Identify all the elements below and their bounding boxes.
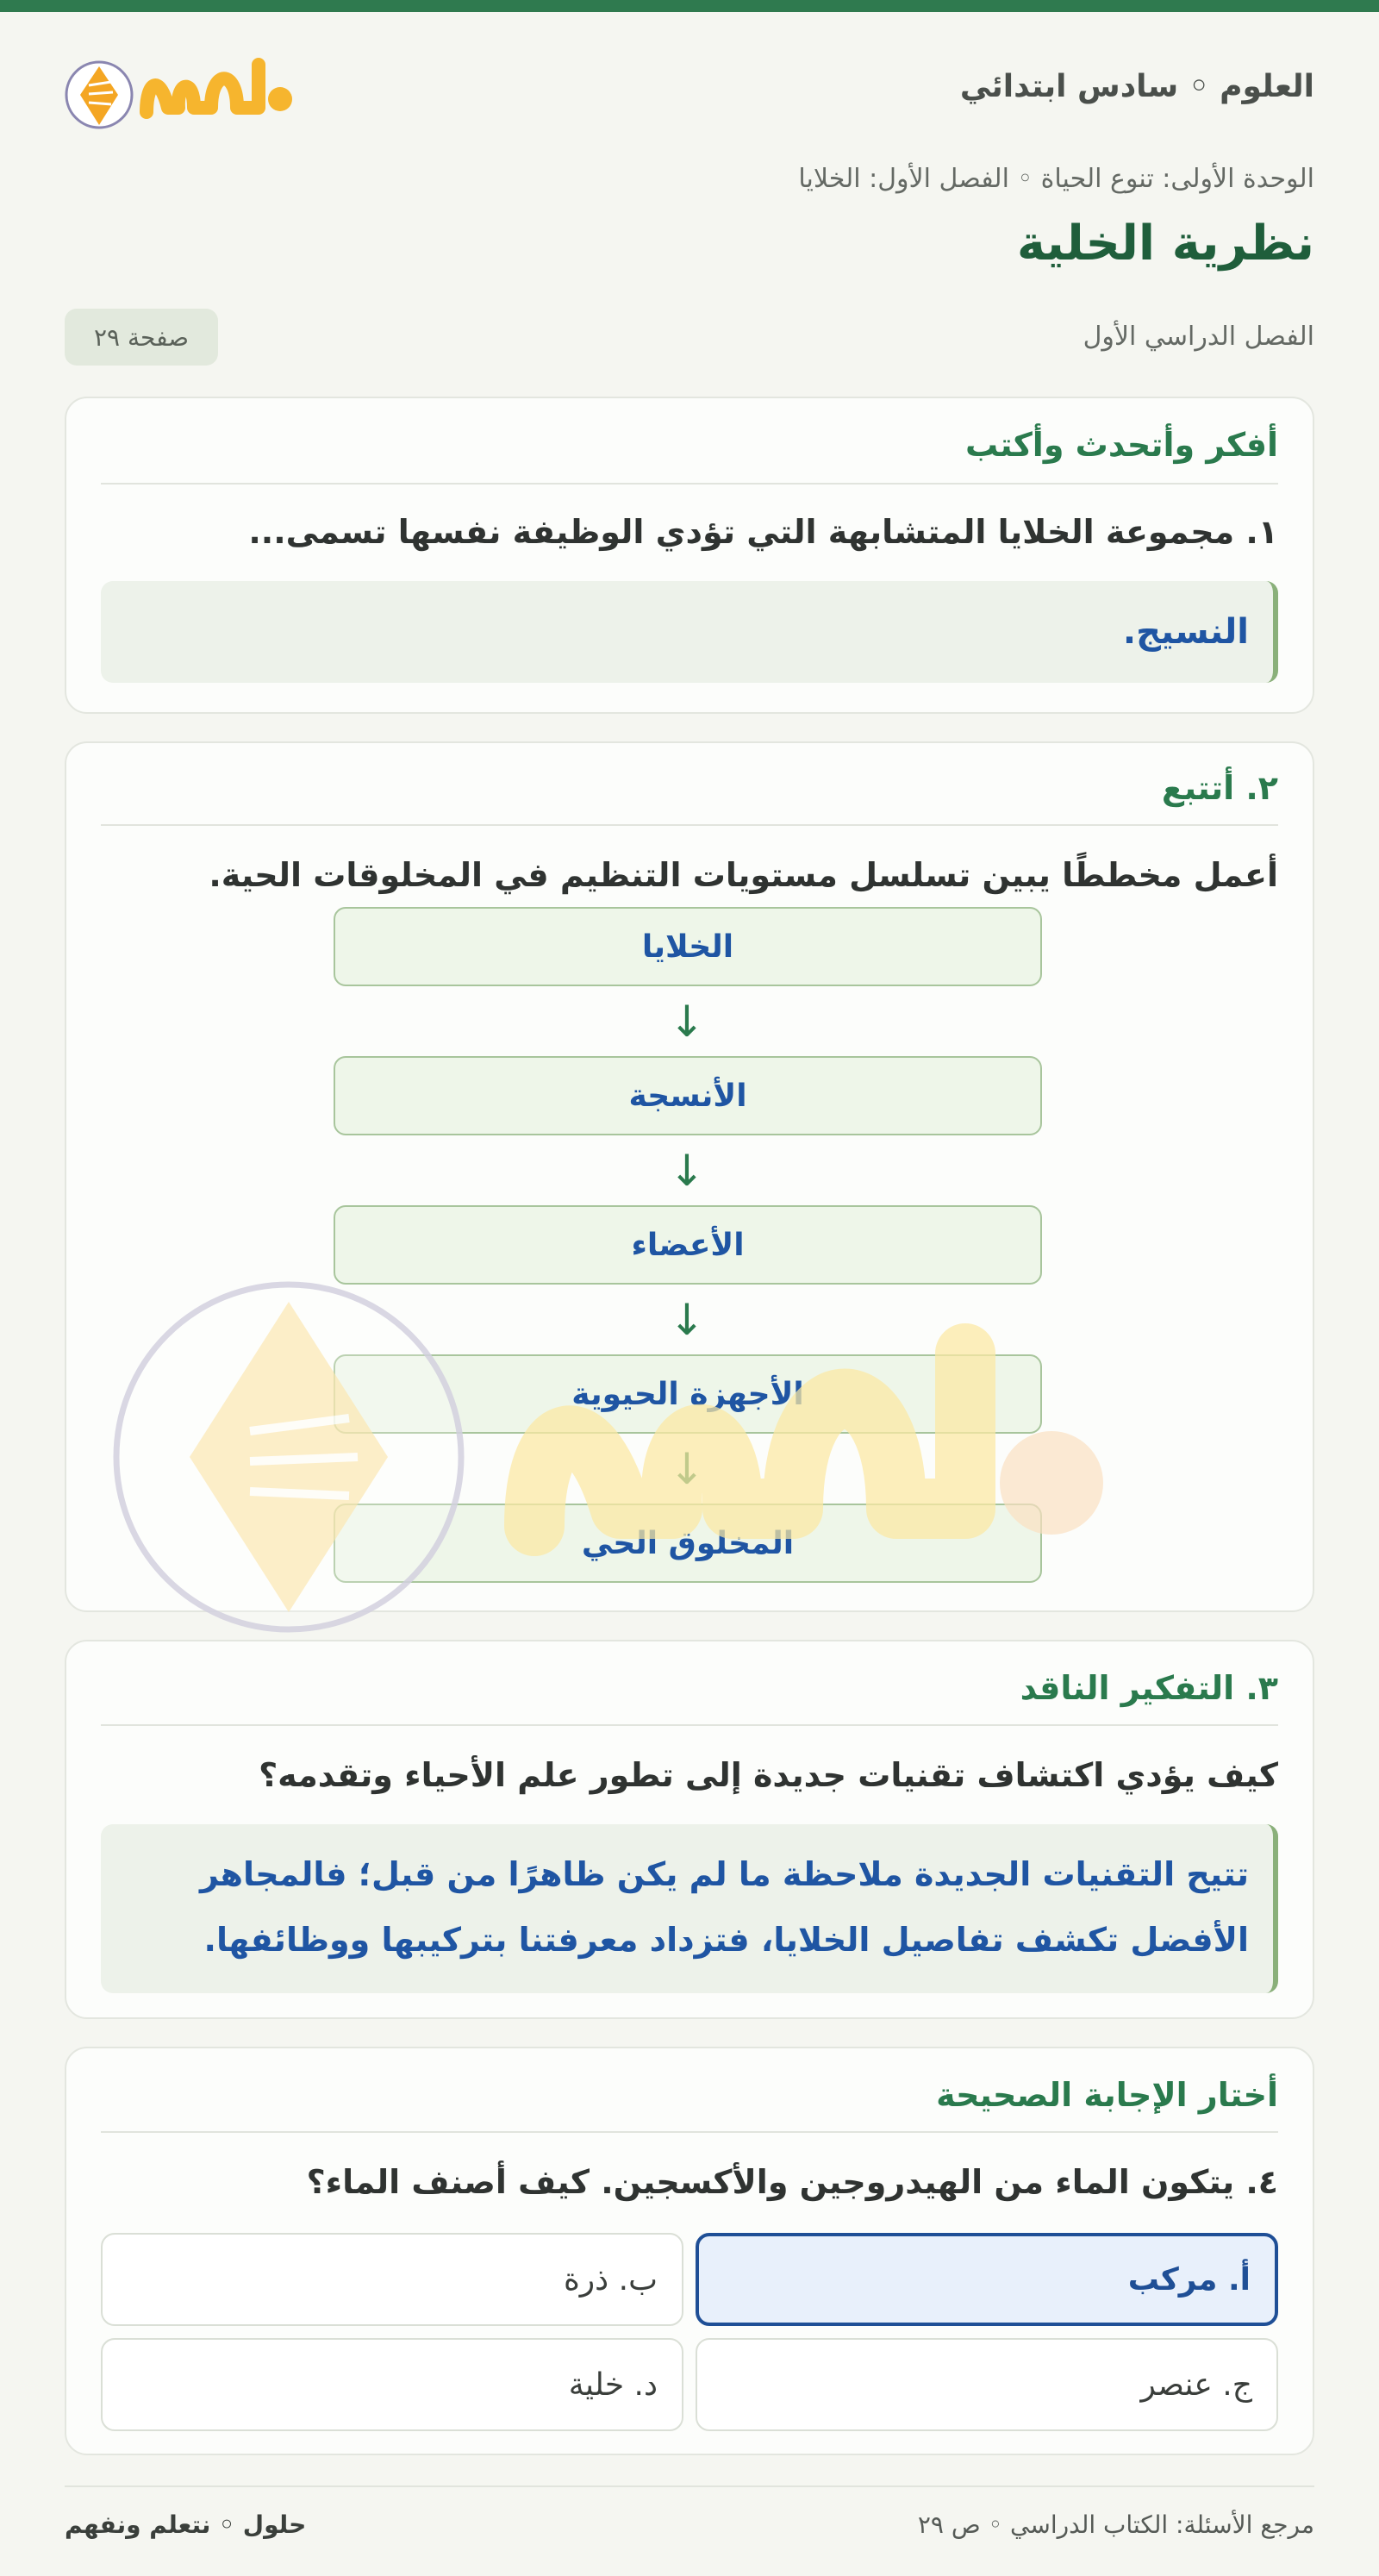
card-multiple-choice [65, 2047, 1314, 2455]
section-heading: أختار الإجابة الصحيحة [936, 2076, 1278, 2114]
section-heading: ٢. أتتبع [1161, 769, 1278, 807]
hulul-logo [65, 47, 306, 138]
question-2: أعمل مخططًا يبين تسلسل مستويات التنظيم في المخلوقات الحية. [209, 856, 1278, 894]
footer-divider [65, 2485, 1314, 2487]
page-number-badge: صفحة ٢٩ [65, 309, 218, 366]
down-arrow-icon: ↓ [669, 1444, 705, 1494]
footer-reference: مرجع الأسئلة: الكتاب الدراسي ◦ ص ٢٩ [917, 2510, 1314, 2539]
section-heading: ٣. التفكير الناقد [1020, 1669, 1278, 1707]
down-arrow-icon: ↓ [669, 1295, 705, 1345]
page-header [65, 47, 1314, 134]
card-header [101, 2048, 1278, 2133]
answer-3 [101, 1824, 1278, 1993]
answer-text: النسيج. [1122, 612, 1249, 652]
card-critical-thinking [65, 1640, 1314, 2019]
card-header [101, 1641, 1278, 1726]
card-trace [65, 741, 1314, 1612]
card-header [101, 398, 1278, 485]
answer-line: تتيح التقنيات الجديدة ملاحظة ما لم يكن ظاهرًا من قبل؛ فالمجاهر [200, 1855, 1249, 1893]
card-header [101, 743, 1278, 826]
question-4: ٤. يتكون الماء من الهيدروجين والأكسجين. كيف أصنف الماء؟ [306, 2163, 1278, 2201]
breadcrumb: الوحدة الأولى: تنوع الحياة ◦ الفصل الأول: الخلايا [798, 164, 1314, 194]
option-b-atom[interactable]: ب. ذرة [101, 2233, 683, 2326]
answer-1 [101, 581, 1278, 683]
flow-step-organs: الأعضاء [334, 1205, 1042, 1285]
semester-label: الفصل الدراسي الأول [1083, 322, 1314, 352]
section-heading: أفكر وأتحدث وأكتب [964, 426, 1278, 464]
flow-step-tissues: الأنسجة [334, 1056, 1042, 1135]
answer-line: الأفضل تكشف تفاصيل الخلايا، فتزداد معرفتنا بتركيبها ووظائفها. [203, 1921, 1249, 1959]
page-title: نظرية الخلية [1016, 216, 1314, 272]
option-d-cell[interactable]: د. خلية [101, 2338, 683, 2431]
question-3: كيف يؤدي اكتشاف تقنيات جديدة إلى تطور علم الأحياء وتقدمه؟ [259, 1756, 1278, 1794]
down-arrow-icon: ↓ [669, 1146, 705, 1196]
question-1: ١. مجموعة الخلايا المتشابهة التي تؤدي الوظيفة نفسها تسمى... [248, 513, 1278, 551]
flow-step-organism: المخلوق الحي [334, 1504, 1042, 1583]
flow-step-cells: الخلايا [334, 907, 1042, 986]
option-a-compound[interactable]: أ. مركب [696, 2233, 1278, 2326]
footer-brand: حلول ◦ نتعلم ونفهم [65, 2510, 307, 2539]
subject-label: العلوم ◦ سادس ابتدائي [959, 69, 1314, 104]
flow-step-organ-systems: الأجهزة الحيوية [334, 1354, 1042, 1434]
down-arrow-icon: ↓ [669, 997, 705, 1047]
option-c-element[interactable]: ج. عنصر [696, 2338, 1278, 2431]
card-think-talk-write [65, 397, 1314, 714]
top-accent-bar [0, 0, 1379, 12]
